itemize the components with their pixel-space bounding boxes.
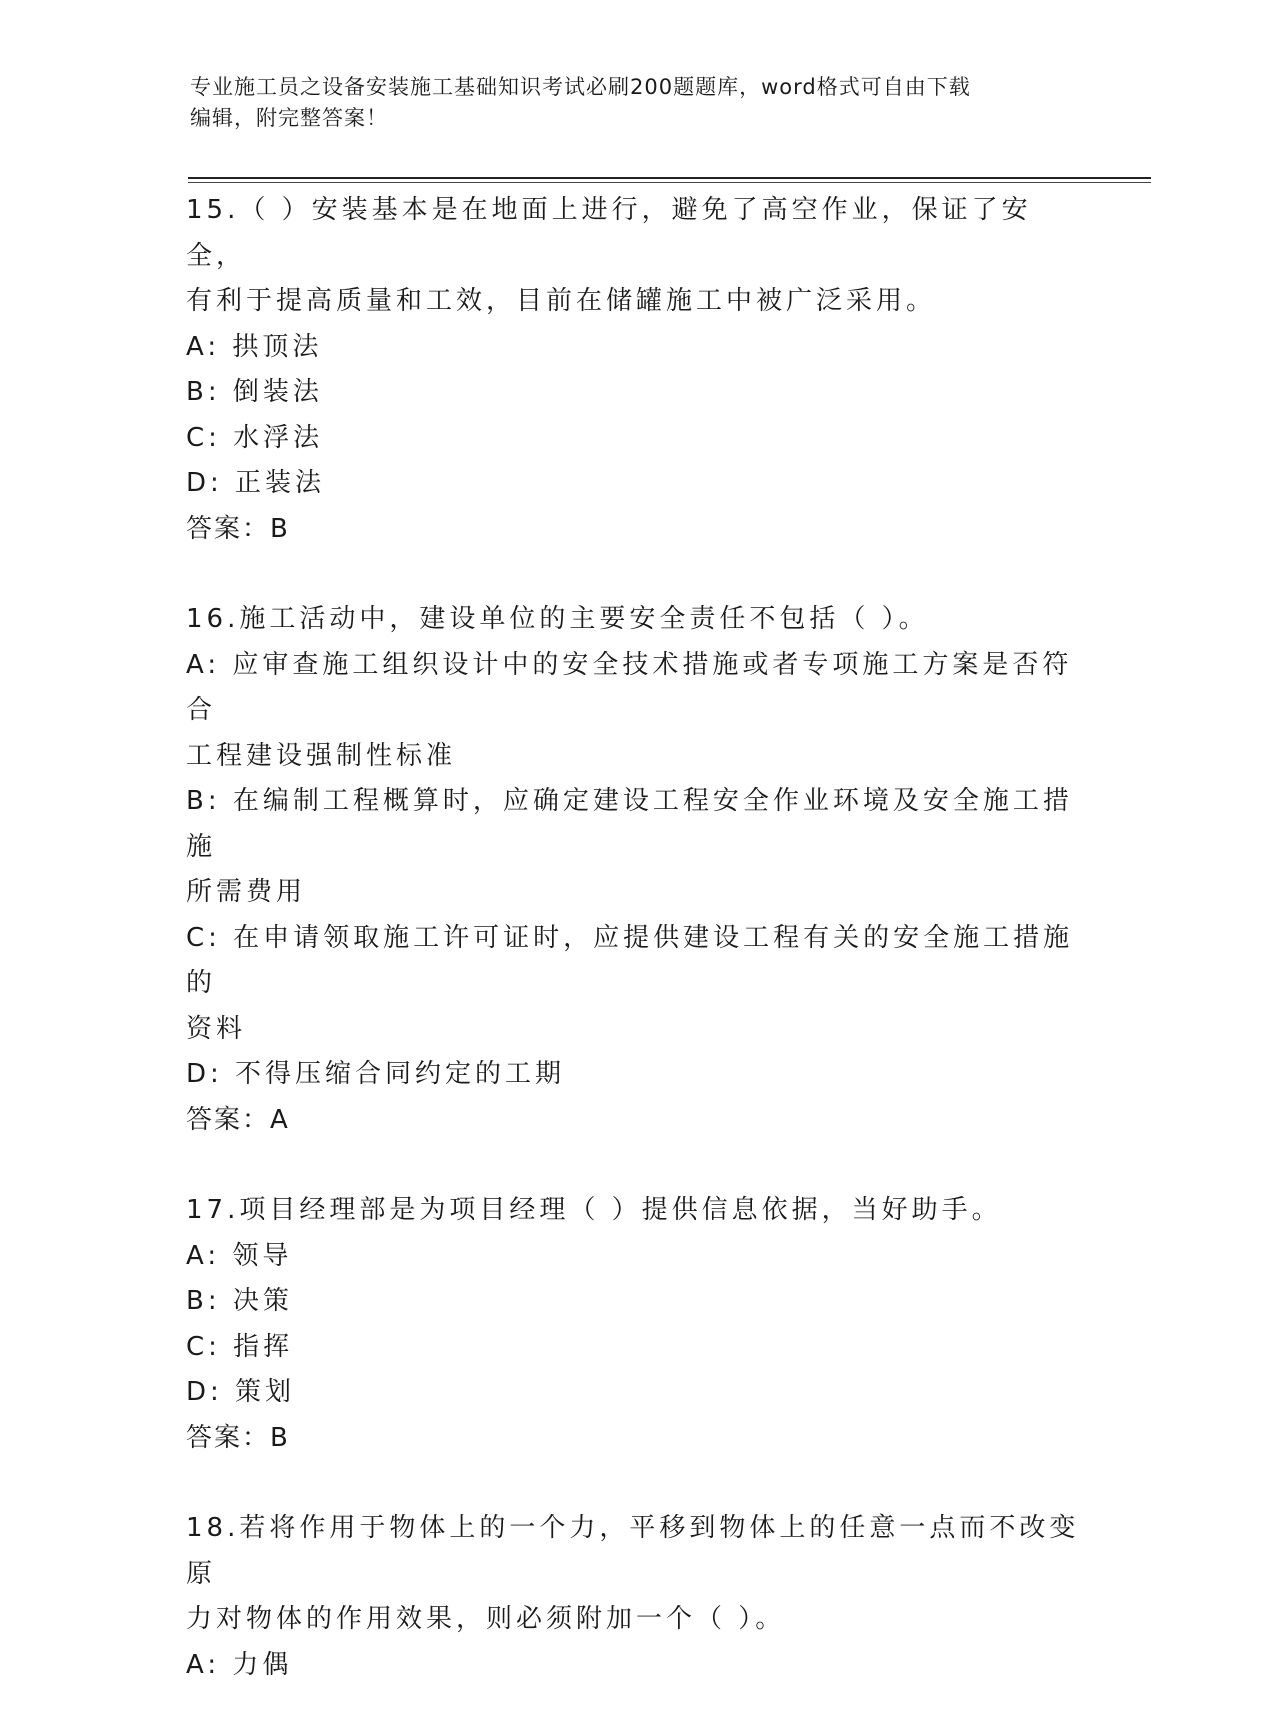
header-divider-thin [188,182,1151,183]
option-line: B: 决策 [186,1286,293,1316]
option-line: 资料 [186,1013,247,1044]
option-line: A: 领导 [186,1240,293,1271]
question-stem-line: 16.施工活动中，建设单位的主要安全责任不包括（ ）。 [186,604,929,634]
question-stem-line: 18.若将作用于物体上的一个力，平移到物体上的任意一点而不改变原 [186,1513,1080,1589]
option-line: B: 倒装法 [186,377,323,407]
document-header [190,72,1070,134]
option-line: D: 正装法 [186,468,326,498]
question-block [186,1506,1086,1688]
question-stem-line: 15.（ ）安装基本是在地面上进行，避免了高空作业，保证了安全， [186,195,1032,271]
question-stem-line: 有利于提高质量和工效，目前在储罐施工中被广泛采用。 [186,286,937,316]
option-line: C: 在申请领取施工许可证时，应提供建设工程有关的安全施工措施的 [186,922,1074,998]
header-title-line-1: 专业施工员之设备安装施工基础知识考试必刷200题题库，word格式可自由下载 [190,75,971,99]
question-stem-line: 力对物体的作用效果，则必须附加一个（ ）。 [186,1604,786,1634]
header-title-line-2: 编辑，附完整答案！ [190,106,388,130]
answer-line: 答案：A [186,1104,290,1135]
answer-line: 答案：B [186,1422,290,1453]
option-line: B: 在编制工程概算时，应确定建设工程安全作业环境及安全施工措施 [186,786,1073,862]
question-stem-line: 17.项目经理部是为项目经理（ ）提供信息依据，当好助手。 [186,1195,1002,1225]
question-block [186,1188,1086,1461]
question-block [186,188,1086,552]
answer-line: 答案：B [186,513,290,544]
option-line: D: 不得压缩合同约定的工期 [186,1059,566,1089]
option-line: C: 指挥 [186,1331,294,1362]
option-line: C: 水浮法 [186,422,324,453]
option-line: 工程建设强制性标准 [186,740,457,771]
question-block [186,597,1086,1143]
option-line: A: 力偶 [186,1649,293,1680]
header-divider [188,177,1151,179]
question-list [186,188,1086,1733]
option-line: A: 应审查施工组织设计中的安全技术措施或者专项施工方案是否符合 [186,649,1073,725]
option-line: 所需费用 [186,877,307,907]
option-line: D: 策划 [186,1377,296,1407]
option-line: A: 拱顶法 [186,331,323,362]
